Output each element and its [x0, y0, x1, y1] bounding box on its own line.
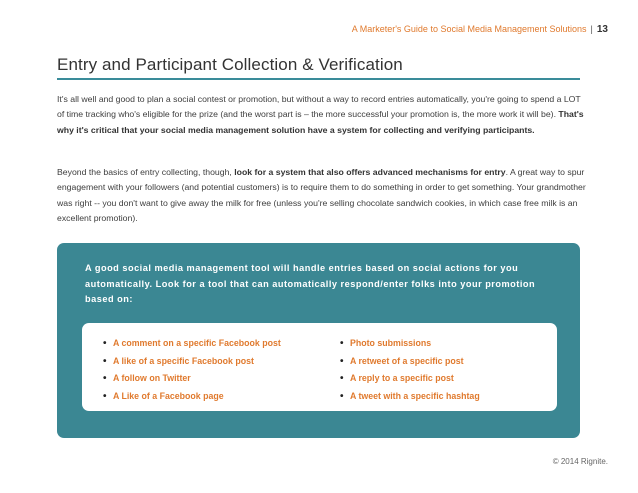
left-action-list [103, 335, 281, 405]
paragraph-1 [57, 92, 587, 138]
page-header [352, 24, 608, 35]
social-actions-list [82, 323, 557, 411]
list-item [340, 335, 480, 353]
list-item-label: A Like of a Facebook page [113, 390, 224, 401]
title-divider [57, 78, 580, 80]
header-separator: | [590, 24, 593, 34]
list-item [103, 353, 281, 371]
list-item-label: Photo submissions [350, 338, 432, 348]
list-item-label: A like of a specific Facebook post [113, 355, 254, 366]
list-item [340, 388, 480, 406]
right-action-list [340, 335, 480, 405]
paragraph-1-text: It's all well and good to plan a social contest or promotion, but without a way to record entries automatically, you're going to spend a LOT of time tracking who's eligible for the prize (and the worst part is – the more successful your promotion is, the more work it will be). [57, 94, 581, 120]
bullet-icon: • [103, 390, 107, 402]
paragraph-2 [57, 165, 587, 226]
bullet-icon: • [103, 338, 107, 349]
page-number: 13 [596, 24, 608, 35]
list-item [340, 353, 480, 371]
bullet-icon: • [103, 373, 107, 384]
list-item-label: A reply to a specific post [350, 373, 454, 383]
paragraph-2-bold: look for a system that also offers advanced mechanisms for entry [234, 167, 506, 177]
bullet-icon: • [340, 355, 344, 367]
list-item [340, 370, 480, 388]
paragraph-2-start: Beyond the basics of entry collecting, though, [57, 167, 235, 177]
paragraph-2-end: . A great way to spur engagement with your followers (and potential customers) is to require them to do something in order to get something. Your grandmother was right -- you don't want to give away the milk for free (unless you're selling chocolate sandwich cookies, in which case free milk is an excellent promotion). [57, 167, 586, 223]
bullet-icon: • [103, 355, 107, 367]
list-item [103, 388, 281, 406]
section-title: Entry and Participant Collection & Verification [57, 55, 403, 74]
paragraph-1-bold: That's why it's critical that your social media management solution have a system for collecting and verifying participants. [57, 109, 584, 135]
copyright: © 2014 Rignite. [552, 457, 608, 466]
callout-box [57, 243, 580, 438]
bullet-icon: • [340, 338, 344, 349]
bullet-icon: • [340, 390, 344, 402]
guide-title: A Marketer's Guide to Social Media Management Solutions [351, 24, 587, 34]
list-item-label: A comment on a specific Facebook post [113, 338, 281, 348]
list-item-label: A follow on Twitter [113, 373, 191, 383]
callout-text: A good social media management tool will handle entries based on social actions for you automatically. Look for a tool that can automatically respond/enter folks into your promotion based on: [85, 263, 536, 304]
list-item [103, 370, 281, 388]
list-item-label: A retweet of a specific post [350, 355, 464, 366]
bullet-icon: • [340, 373, 344, 384]
list-item-label: A tweet with a specific hashtag [350, 390, 480, 401]
list-item [103, 335, 281, 353]
